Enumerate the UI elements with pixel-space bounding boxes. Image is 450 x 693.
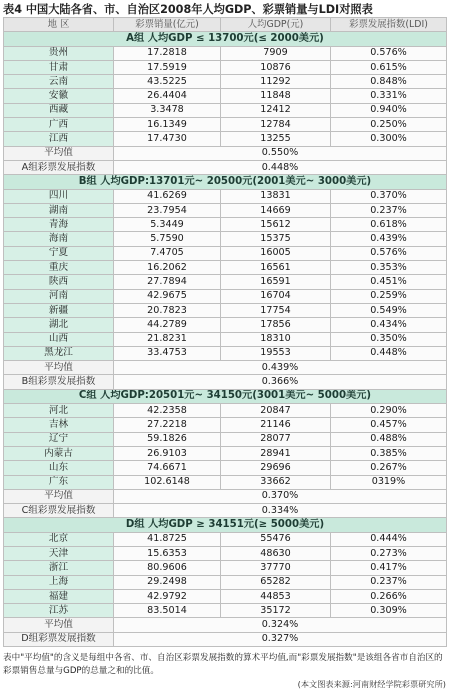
average-row xyxy=(4,361,447,375)
table-row xyxy=(4,532,447,546)
ldi-cell: 0.267% xyxy=(331,461,447,475)
table-row xyxy=(4,246,447,260)
sales-cell: 7.4705 xyxy=(114,246,221,260)
table-row xyxy=(4,189,447,203)
group-heading-row xyxy=(4,175,447,189)
gdp-cell: 28941 xyxy=(221,446,331,460)
gdp-cell: 15612 xyxy=(221,218,331,232)
table-row xyxy=(4,604,447,618)
table-row xyxy=(4,60,447,74)
sales-cell: 43.5225 xyxy=(114,75,221,89)
region-cell: 云南 xyxy=(4,75,114,89)
ldi-cell: 0.457% xyxy=(331,418,447,432)
table-row xyxy=(4,132,447,146)
region-cell: 黑龙江 xyxy=(4,346,114,360)
average-row xyxy=(4,618,447,632)
ldi-cell: 0.300% xyxy=(331,132,447,146)
header-sales: 彩票销量(亿元) xyxy=(114,18,221,32)
group-index-value: 0.327% xyxy=(114,632,447,646)
gdp-cell: 7909 xyxy=(221,46,331,60)
sales-cell: 44.2789 xyxy=(114,318,221,332)
gdp-cell: 21146 xyxy=(221,418,331,432)
gdp-cell: 11848 xyxy=(221,89,331,103)
region-cell: 内蒙古 xyxy=(4,446,114,460)
ldi-cell: 0.417% xyxy=(331,561,447,575)
ldi-cell: 0.448% xyxy=(331,346,447,360)
sales-cell: 27.7894 xyxy=(114,275,221,289)
group-heading-row xyxy=(4,518,447,532)
gdp-cell: 13831 xyxy=(221,189,331,203)
table-row xyxy=(4,103,447,117)
table-row xyxy=(4,118,447,132)
sales-cell: 17.5919 xyxy=(114,60,221,74)
gdp-cell: 13255 xyxy=(221,132,331,146)
sales-cell: 16.1349 xyxy=(114,118,221,132)
group-index-label: B组彩票发展指数 xyxy=(4,375,114,389)
sales-cell: 41.6269 xyxy=(114,189,221,203)
region-cell: 安徽 xyxy=(4,89,114,103)
sales-cell: 26.9103 xyxy=(114,446,221,460)
sales-cell: 3.3478 xyxy=(114,103,221,117)
average-value: 0.550% xyxy=(114,146,447,160)
group-index-label: D组彩票发展指数 xyxy=(4,632,114,646)
ldi-cell: 0.290% xyxy=(331,404,447,418)
region-cell: 河南 xyxy=(4,289,114,303)
table-row xyxy=(4,203,447,217)
ldi-cell: 0.615% xyxy=(331,60,447,74)
ldi-cell: 0.370% xyxy=(331,189,447,203)
ldi-cell: 0.250% xyxy=(331,118,447,132)
gdp-cell: 29696 xyxy=(221,461,331,475)
table-row xyxy=(4,289,447,303)
gdp-cell: 12784 xyxy=(221,118,331,132)
average-value: 0.439% xyxy=(114,361,447,375)
table-row xyxy=(4,232,447,246)
gdp-cell: 16005 xyxy=(221,246,331,260)
header-region: 地 区 xyxy=(4,18,114,32)
region-cell: 重庆 xyxy=(4,261,114,275)
region-cell: 吉林 xyxy=(4,418,114,432)
gdp-cell: 55476 xyxy=(221,532,331,546)
region-cell: 四川 xyxy=(4,189,114,203)
lottery-gdp-table xyxy=(3,17,447,647)
region-cell: 浙江 xyxy=(4,561,114,575)
table-row xyxy=(4,75,447,89)
gdp-cell: 35172 xyxy=(221,604,331,618)
gdp-cell: 12412 xyxy=(221,103,331,117)
sales-cell: 74.6671 xyxy=(114,461,221,475)
group-index-value: 0.366% xyxy=(114,375,447,389)
group-heading-row xyxy=(4,32,447,46)
region-cell: 青海 xyxy=(4,218,114,232)
average-label: 平均值 xyxy=(4,361,114,375)
ldi-cell: 0.350% xyxy=(331,332,447,346)
region-cell: 山西 xyxy=(4,332,114,346)
table-row xyxy=(4,461,447,475)
ldi-cell: 0.237% xyxy=(331,203,447,217)
ldi-cell: 0.385% xyxy=(331,446,447,460)
group-heading: A组 人均GDP ≤ 13700元(≤ 2000美元) xyxy=(4,32,447,46)
gdp-cell: 18310 xyxy=(221,332,331,346)
sales-cell: 16.2062 xyxy=(114,261,221,275)
sales-cell: 42.9675 xyxy=(114,289,221,303)
table-title: 表4 中国大陆各省、市、自治区2008年人均GDP、彩票销量与LDI对照表 xyxy=(3,3,373,16)
ldi-cell: 0.353% xyxy=(331,261,447,275)
ldi-cell: 0.434% xyxy=(331,318,447,332)
table-row xyxy=(4,589,447,603)
sales-cell: 15.6353 xyxy=(114,546,221,560)
ldi-cell: 0319% xyxy=(331,475,447,489)
ldi-cell: 0.488% xyxy=(331,432,447,446)
region-cell: 广西 xyxy=(4,118,114,132)
gdp-cell: 28077 xyxy=(221,432,331,446)
region-cell: 新疆 xyxy=(4,303,114,317)
average-label: 平均值 xyxy=(4,489,114,503)
source-credit: (本文图表来源:河南财经学院彩票研究所) xyxy=(297,679,446,689)
region-cell: 广东 xyxy=(4,475,114,489)
gdp-cell: 14669 xyxy=(221,203,331,217)
group-index-label: C组彩票发展指数 xyxy=(4,504,114,518)
group-index-value: 0.334% xyxy=(114,504,447,518)
sales-cell: 17.4730 xyxy=(114,132,221,146)
ldi-cell: 0.259% xyxy=(331,289,447,303)
gdp-cell: 65282 xyxy=(221,575,331,589)
region-cell: 湖南 xyxy=(4,203,114,217)
group-index-row xyxy=(4,160,447,174)
gdp-cell: 16591 xyxy=(221,275,331,289)
region-cell: 辽宁 xyxy=(4,432,114,446)
gdp-cell: 15375 xyxy=(221,232,331,246)
table-row xyxy=(4,575,447,589)
gdp-cell: 19553 xyxy=(221,346,331,360)
ldi-cell: 0.444% xyxy=(331,532,447,546)
gdp-cell: 17856 xyxy=(221,318,331,332)
group-heading: B组 人均GDP:13701元~ 20500元(2001美元~ 3000美元) xyxy=(4,175,447,189)
table-row xyxy=(4,346,447,360)
group-heading: C组 人均GDP:20501元~ 34150元(3001美元~ 5000美元) xyxy=(4,389,447,403)
group-index-row xyxy=(4,375,447,389)
table-row xyxy=(4,561,447,575)
header-ldi: 彩票发展指数(LDI) xyxy=(331,18,447,32)
table-row xyxy=(4,275,447,289)
group-index-row xyxy=(4,632,447,646)
sales-cell: 5.7590 xyxy=(114,232,221,246)
table-row xyxy=(4,318,447,332)
ldi-cell: 0.940% xyxy=(331,103,447,117)
ldi-cell: 0.439% xyxy=(331,232,447,246)
footnote: 表中"平均值"的含义是每组中各省、市、自治区彩票发展指数的算术平均值,而"彩票发展指数"是该组各省市自治区的彩票销售总量与GDP的总量之和的比值。 xyxy=(3,653,443,676)
gdp-cell: 16561 xyxy=(221,261,331,275)
ldi-cell: 0.576% xyxy=(331,46,447,60)
sales-cell: 27.2218 xyxy=(114,418,221,432)
region-cell: 宁夏 xyxy=(4,246,114,260)
region-cell: 西藏 xyxy=(4,103,114,117)
sales-cell: 20.7823 xyxy=(114,303,221,317)
gdp-cell: 48630 xyxy=(221,546,331,560)
table-row xyxy=(4,432,447,446)
table-row xyxy=(4,218,447,232)
sales-cell: 102.6148 xyxy=(114,475,221,489)
sales-cell: 80.9606 xyxy=(114,561,221,575)
region-cell: 福建 xyxy=(4,589,114,603)
ldi-cell: 0.618% xyxy=(331,218,447,232)
ldi-cell: 0.848% xyxy=(331,75,447,89)
sales-cell: 17.2818 xyxy=(114,46,221,60)
table-row xyxy=(4,89,447,103)
group-index-row xyxy=(4,504,447,518)
sales-cell: 59.1826 xyxy=(114,432,221,446)
sales-cell: 21.8231 xyxy=(114,332,221,346)
sales-cell: 41.8725 xyxy=(114,532,221,546)
ldi-cell: 0.237% xyxy=(331,575,447,589)
average-row xyxy=(4,489,447,503)
sales-cell: 26.4404 xyxy=(114,89,221,103)
group-heading-row xyxy=(4,389,447,403)
region-cell: 江苏 xyxy=(4,604,114,618)
gdp-cell: 20847 xyxy=(221,404,331,418)
gdp-cell: 44853 xyxy=(221,589,331,603)
ldi-cell: 0.273% xyxy=(331,546,447,560)
average-value: 0.324% xyxy=(114,618,447,632)
gdp-cell: 17754 xyxy=(221,303,331,317)
gdp-cell: 16704 xyxy=(221,289,331,303)
average-row xyxy=(4,146,447,160)
group-index-value: 0.448% xyxy=(114,160,447,174)
average-value: 0.370% xyxy=(114,489,447,503)
ldi-cell: 0.309% xyxy=(331,604,447,618)
region-cell: 山东 xyxy=(4,461,114,475)
sales-cell: 42.2358 xyxy=(114,404,221,418)
table-row xyxy=(4,303,447,317)
table-row xyxy=(4,46,447,60)
header-gdp: 人均GDP(元) xyxy=(221,18,331,32)
table-body xyxy=(4,18,447,647)
average-label: 平均值 xyxy=(4,146,114,160)
table-row xyxy=(4,475,447,489)
region-cell: 天津 xyxy=(4,546,114,560)
region-cell: 江西 xyxy=(4,132,114,146)
sales-cell: 33.4753 xyxy=(114,346,221,360)
region-cell: 陕西 xyxy=(4,275,114,289)
table-row xyxy=(4,418,447,432)
table-row xyxy=(4,332,447,346)
region-cell: 北京 xyxy=(4,532,114,546)
ldi-cell: 0.266% xyxy=(331,589,447,603)
region-cell: 甘肃 xyxy=(4,60,114,74)
sales-cell: 23.7954 xyxy=(114,203,221,217)
table-row xyxy=(4,446,447,460)
region-cell: 河北 xyxy=(4,404,114,418)
sales-cell: 42.9792 xyxy=(114,589,221,603)
region-cell: 贵州 xyxy=(4,46,114,60)
header-row xyxy=(4,18,447,32)
region-cell: 湖北 xyxy=(4,318,114,332)
table-row xyxy=(4,404,447,418)
average-label: 平均值 xyxy=(4,618,114,632)
table-row xyxy=(4,546,447,560)
ldi-cell: 0.576% xyxy=(331,246,447,260)
sales-cell: 83.5014 xyxy=(114,604,221,618)
gdp-cell: 10876 xyxy=(221,60,331,74)
table-row xyxy=(4,261,447,275)
region-cell: 海南 xyxy=(4,232,114,246)
group-heading: D组 人均GDP ≥ 34151元(≥ 5000美元) xyxy=(4,518,447,532)
ldi-cell: 0.331% xyxy=(331,89,447,103)
group-index-label: A组彩票发展指数 xyxy=(4,160,114,174)
sales-cell: 5.3449 xyxy=(114,218,221,232)
gdp-cell: 33662 xyxy=(221,475,331,489)
gdp-cell: 11292 xyxy=(221,75,331,89)
ldi-cell: 0.549% xyxy=(331,303,447,317)
sales-cell: 29.2498 xyxy=(114,575,221,589)
region-cell: 上海 xyxy=(4,575,114,589)
ldi-cell: 0.451% xyxy=(331,275,447,289)
gdp-cell: 37770 xyxy=(221,561,331,575)
